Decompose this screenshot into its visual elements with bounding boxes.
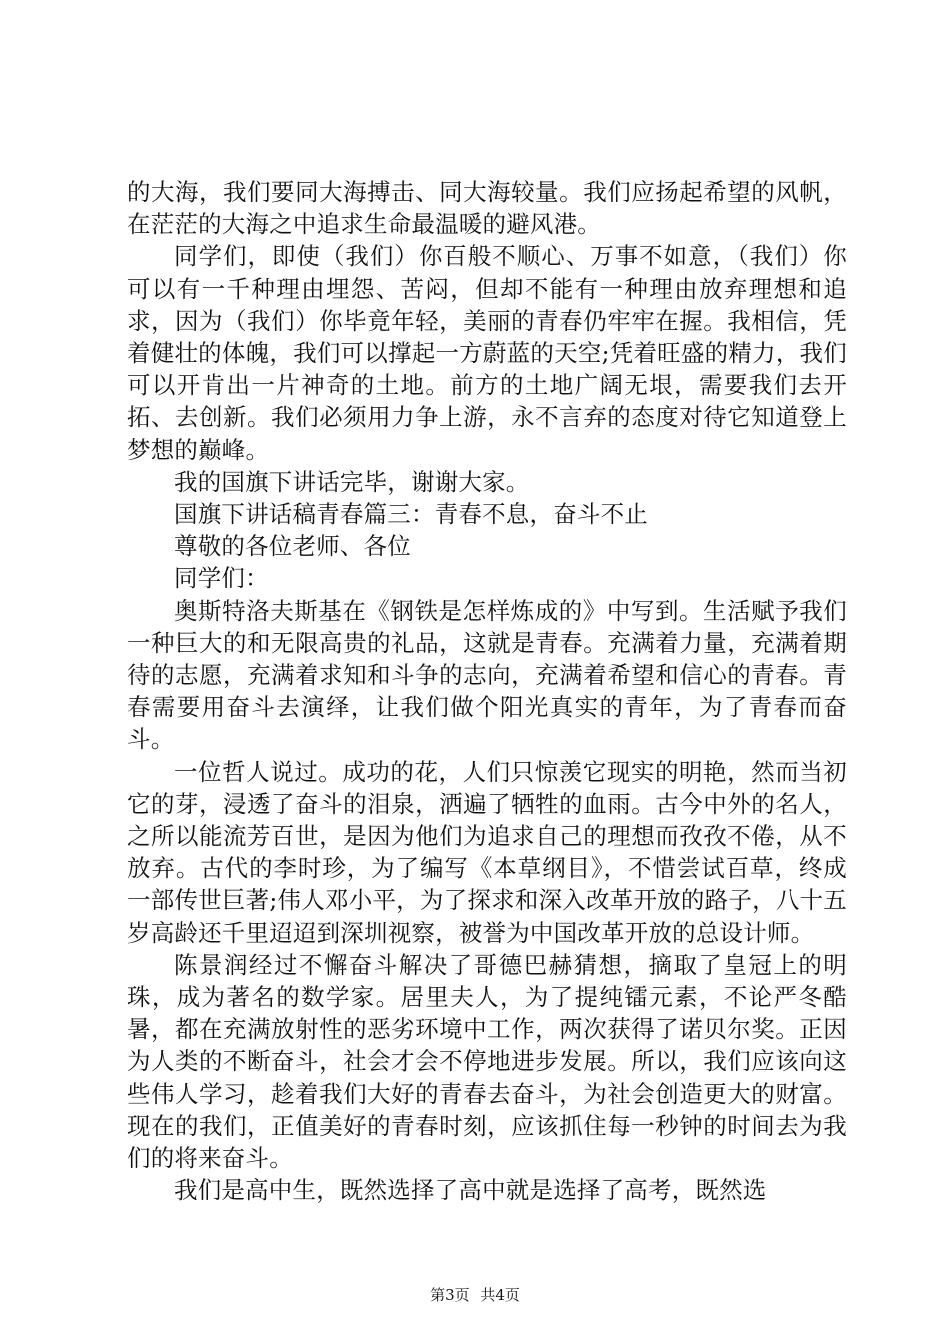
paragraph: 奥斯特洛夫斯基在《钢铁是怎样炼成的》中写到。生活赋予我们一种巨大的和无限高贵的礼品，这就是青春。充满着力量，充满着期待的志愿，充满着求知和斗争的志向，充满着希望和信心的青春。青春需要用奋斗去演绎，让我们做个阳光真实的青年，为了青春而奋斗。 xyxy=(127,596,847,754)
page-number: 第3页 xyxy=(430,1286,470,1304)
paragraph: 同学们： xyxy=(174,564,269,593)
paragraph: 的大海，我们要同大海搏击、同大海较量。我们应扬起希望的风帆，在茫茫的大海之中追求生命最温暖的避风港。 xyxy=(127,178,847,239)
page-total: 共4页 xyxy=(480,1286,520,1304)
paragraph: 同学们，即使（我们）你百般不顺心、万事不如意，（我们）你可以有一千种理由埋怨、苦闷，但却不能有一种理由放弃理想和追求，因为（我们）你毕竟年轻，美丽的青春仍牢牢在握。我相信，凭着健壮的体魄，我们可以撑起一方蔚蓝的天空;凭着旺盛的精力，我们可以开肯出一片神奇的土地。前方的土地广阔无垠，需要我们去开拓、去创新。我们必须用力争上游，永不言弃的态度对待它知道登上梦想的巅峰。 xyxy=(127,242,847,464)
page-footer xyxy=(0,1284,950,1305)
paragraph: 国旗下讲话稿青春篇三：青春不息，奋斗不止 xyxy=(174,500,648,529)
paragraph: 我的国旗下讲话完毕，谢谢大家。 xyxy=(174,467,530,496)
paragraph: 我们是高中生，既然选择了高中就是选择了高考，既然选 xyxy=(174,1176,767,1205)
body-text xyxy=(127,176,847,1207)
paragraph: 陈景润经过不懈奋斗解决了哥德巴赫猜想，摘取了皇冠上的明珠，成为著名的数学家。居里夫人，为了提纯镭元素，不论严冬酷暑，都在充满放射性的恶劣环境中工作，两次获得了诺贝尔奖。正因为人类的不断奋斗，社会才会不停地进步发展。所以，我们应该向这些伟人学习，趁着我们大好的青春去奋斗，为社会创造更大的财富。现在的我们，正值美好的青春时刻，应该抓住每一秒钟的时间去为我们的将来奋斗。 xyxy=(127,950,847,1173)
paragraph: 一位哲人说过。成功的花，人们只惊羡它现实的明艳，然而当初它的芽，浸透了奋斗的泪泉，洒遍了牺牲的血雨。古今中外的名人，之所以能流芳百世，是因为他们为追求自己的理想而孜孜不倦，从不放弃。古代的李时珍，为了编写《本草纲目》，不惜尝试百草，终成一部传世巨著;伟人邓小平，为了探求和深入改革开放的路子，八十五岁高龄还千里迢迢到深圳视察，被誉为中国改革开放的总设计师。 xyxy=(127,757,847,947)
paragraph: 尊敬的各位老师、各位 xyxy=(174,532,411,561)
